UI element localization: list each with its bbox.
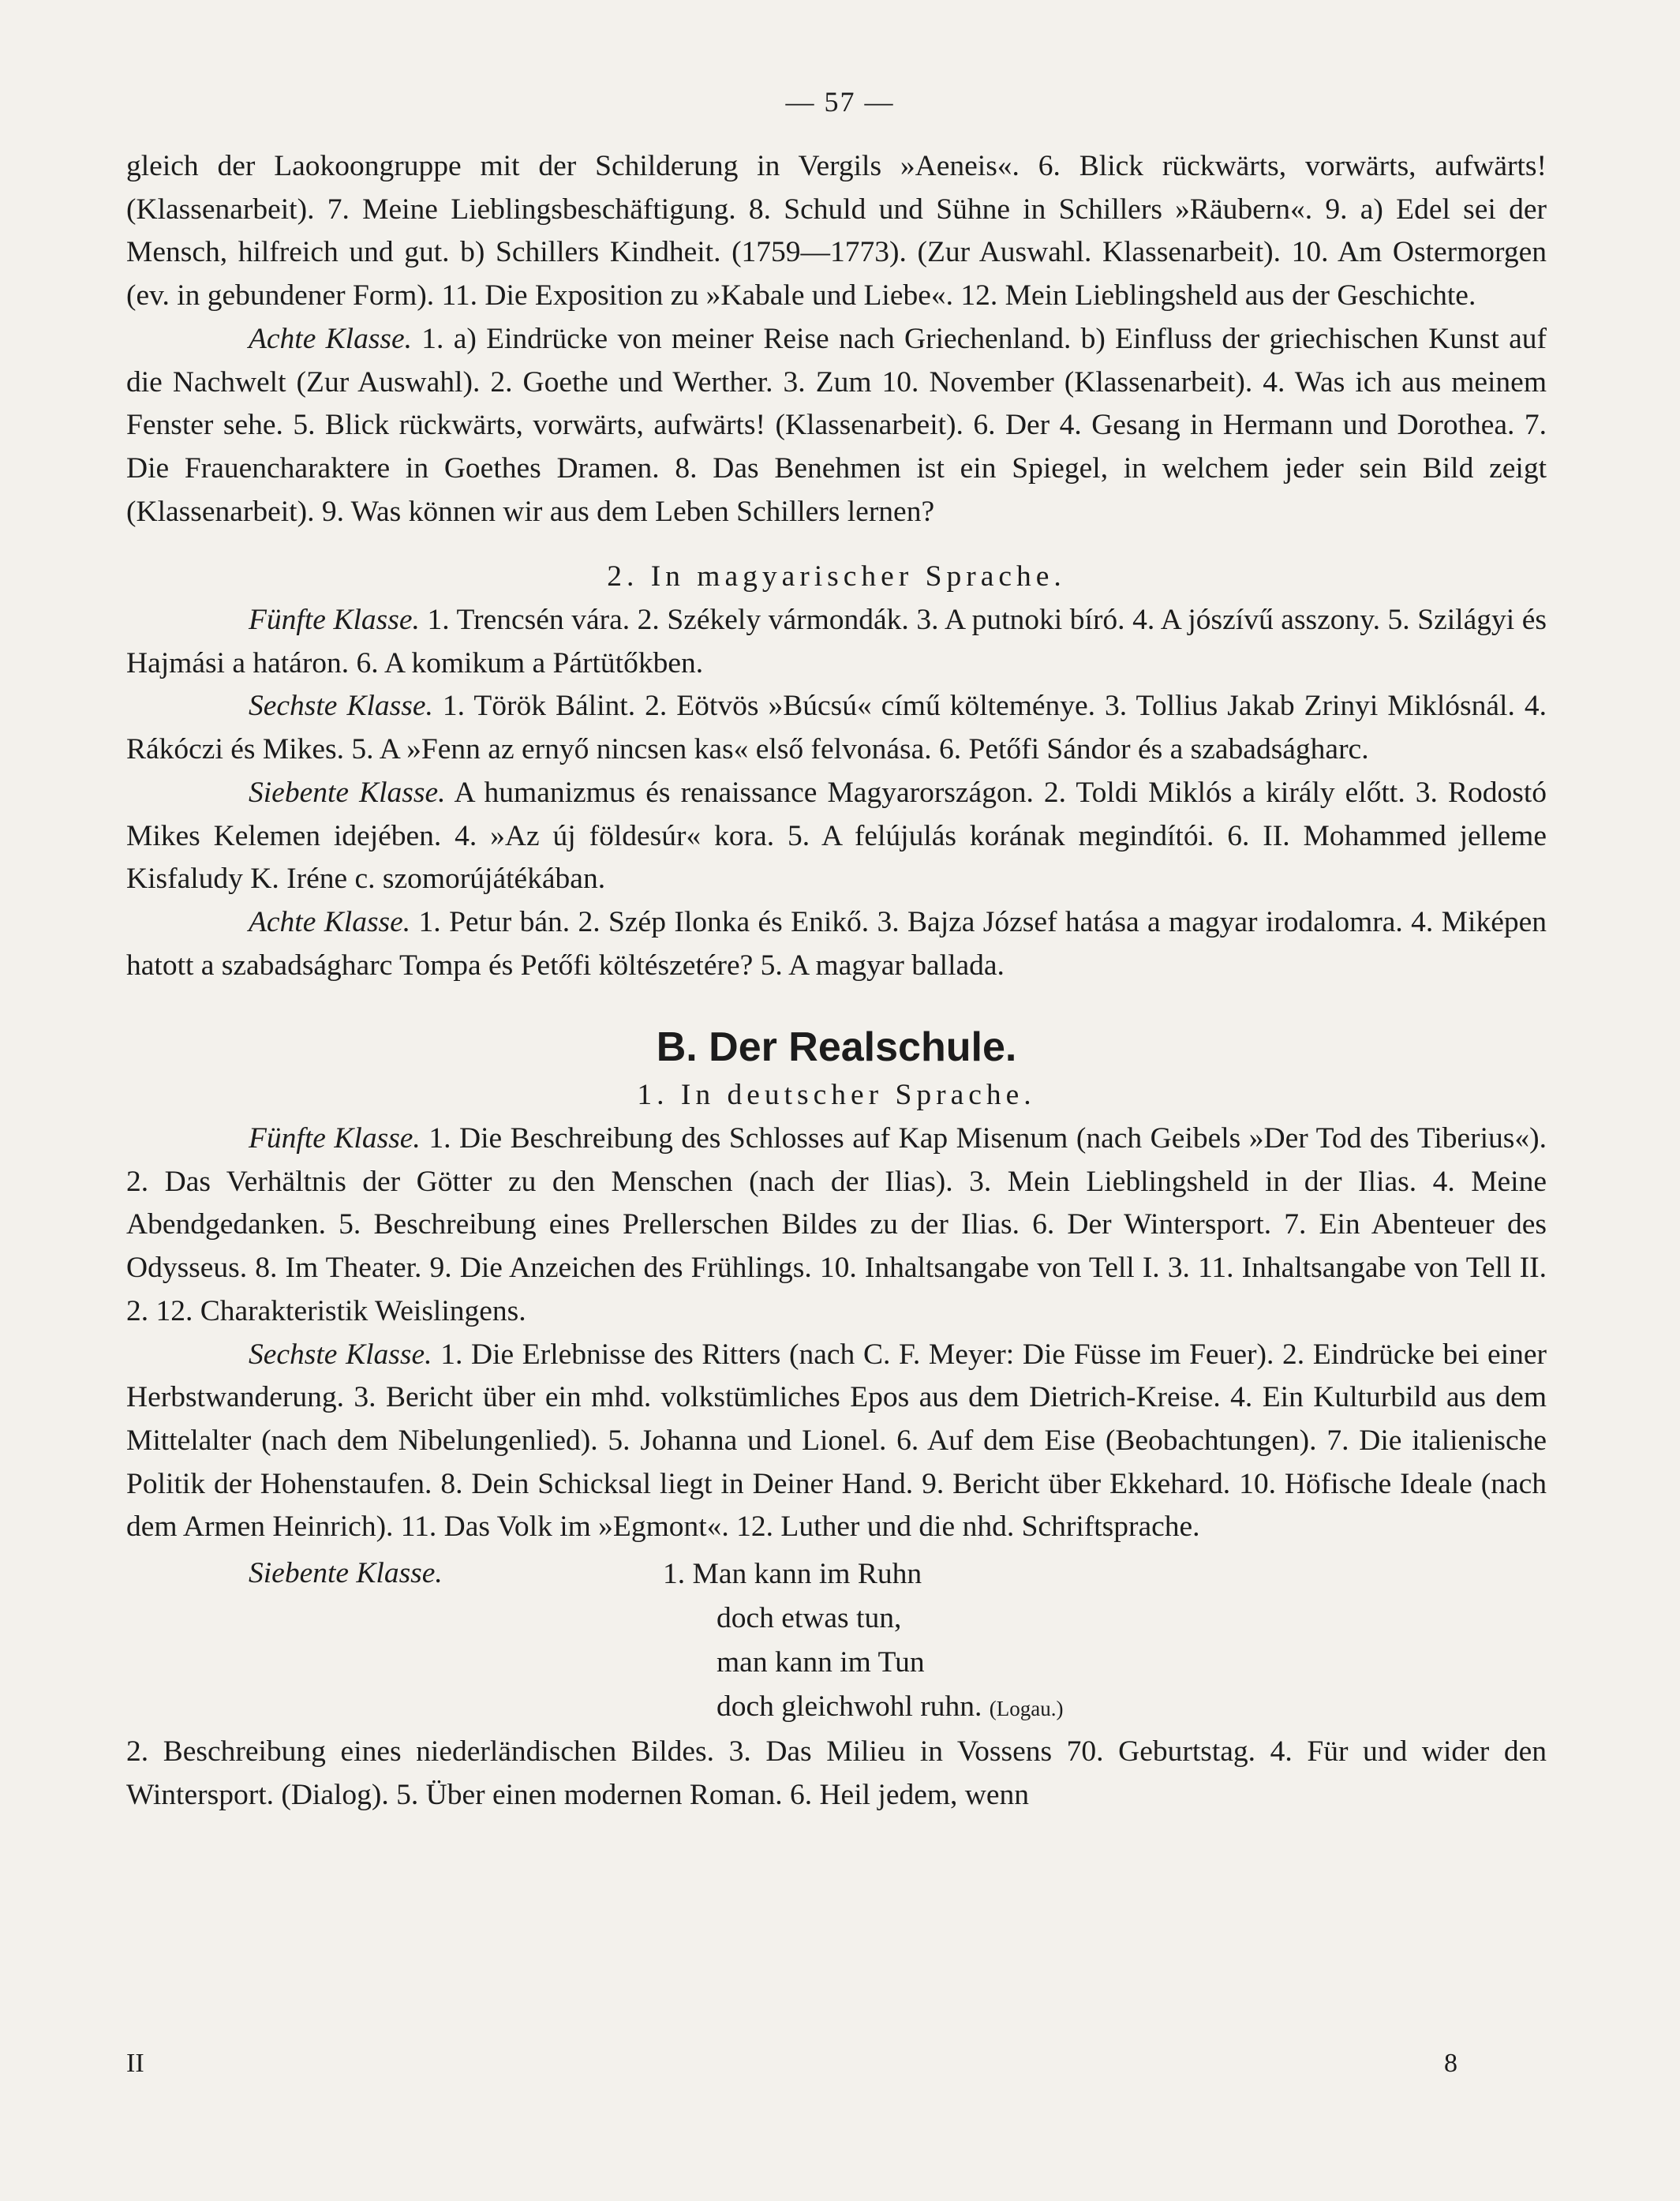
paragraph-text: 1. Die Beschreibung des Schlosses auf Kap Misenum (nach Geibels »Der Tod des Tiberius«). 2. Das Verhältnis der Götter zu den Menschen (nach der Ilias). 3. Mein Lieblingsheld in der Ilias. 4. Meine Abendgedanken. 5. Beschreibung eines Prellerschen Bildes zu der Ilias. 6. Der Wintersport. 7. Ein Abenteuer des Odysseus. 8. Im Theater. 9. Die Anzeichen des Frühlings. 10. Inhaltsangabe von Tell I. 3. 11. Inhaltsangabe von Tell II. 2. 12. Charakteristik Weislingens. [126, 1122, 1547, 1327]
section-heading: B. Der Realschule. [656, 1024, 1017, 1071]
poem-line: man kann im Tun [717, 1646, 925, 1679]
class-label: Siebente Klasse. [249, 1557, 443, 1590]
class-label: Fünfte Klasse. [249, 1122, 421, 1155]
signature-mark: II [126, 2049, 144, 2078]
essay-list-paragraph [126, 599, 1547, 685]
class-label: Achte Klasse. [249, 322, 413, 355]
poem-line: doch etwas tun, [717, 1602, 902, 1635]
section-subheading: 1. In deutscher Sprache. [637, 1079, 1036, 1112]
class-label: Fünfte Klasse. [249, 604, 420, 637]
signature-number: 8 [1444, 2049, 1457, 2078]
essay-list-paragraph [126, 685, 1547, 771]
essay-list-paragraph [126, 772, 1547, 901]
poem-line: 1. Man kann im Ruhn [663, 1558, 922, 1591]
poem-block [126, 1552, 1547, 1731]
poem-source: (Logau.) [989, 1697, 1064, 1721]
paragraph-text: 1. Török Bálint. 2. Eötvös »Búcsú« című költeménye. 3. Tollius Jakab Zrinyi Miklósnál. 4. Rákóczi és Mikes. 5. A »Fenn az ernyő nincsen kas« első felvonása. 6. Petőfi Sándor és a szabadságharc. [126, 690, 1547, 766]
paragraph-text: 1. a) Eindrücke von meiner Reise nach Griechenland. b) Einfluss der griechischen Kunst auf die Nachwelt (Zur Auswahl). 2. Goethe und Werther. 3. Zum 10. November (Klassenarbeit). 4. Was ich aus meinem Fenster sehe. 5. Blick rückwärts, vorwärts, aufwärts! (Klassenarbeit). 6. Der 4. Gesang in Hermann und Dorothea. 7. Die Frauencharaktere in Goethes Dramen. 8. Das Benehmen ist ein Spiegel, in welchem jeder sein Bild zeigt (Klassenarbeit). 9. Was können wir aus dem Leben Schillers lernen? [126, 322, 1547, 528]
page-body [126, 145, 1547, 1817]
essay-list-paragraph [126, 1117, 1547, 1334]
essay-list-paragraph [126, 318, 1547, 534]
essay-list-paragraph: 2. Beschreibung eines niederländischen Bildes. 3. Das Milieu in Vossens 70. Geburtstag. 4. Für und wider den Wintersport. (Dialog). 5. Über einen modernen Roman. 6. Heil jedem, wenn [126, 1735, 1547, 1811]
paragraph-text: 1. Die Erlebnisse des Ritters (nach C. F. Meyer: Die Füsse im Feuer). 2. Eindrücke bei einer Herbstwanderung. 3. Bericht über ein mhd. volkstümliches Epos aus dem Dietrich-Kreise. 4. Ein Kulturbild aus dem Mittelalter (nach dem Nibelungenlied). 5. Johanna und Lionel. 6. Auf dem Eise (Beobachtungen). 7. Die italienische Politik der Hohenstaufen. 8. Dein Schicksal liegt in Deiner Hand. 9. Bericht über Ekkehard. 10. Höfische Ideale (nach dem Armen Heinrich). 11. Das Volk im »Egmont«. 12. Luther und die nhd. Schriftsprache. [126, 1338, 1547, 1544]
paragraph-text: 1. Trencsén vára. 2. Székely vármondák. 3. A putnoki bíró. 4. A jószívű asszony. 5. Szilágyi és Hajmási a határon. 6. A komikum a Pártütőkben. [126, 604, 1547, 679]
class-label: Sechste Klasse. [249, 690, 433, 723]
poem-quote [663, 1552, 1063, 1731]
essay-list-paragraph: gleich der Laokoongruppe mit der Schilderung in Vergils »Aeneis«. 6. Blick rückwärts, vorwärts, aufwärts! (Klassenarbeit). 7. Meine Lieblingsbeschäftigung. 8. Schuld und Sühne in Schillers »Räubern«. 9. a) Edel sei der Mensch, hilfreich und gut. b) Schillers Kindheit. (1759—1773). (Zur Auswahl. Klassenarbeit). 10. Am Ostermorgen (ev. in gebundener Form). 11. Die Exposition zu »Kabale und Liebe«. 12. Mein Lieblingsheld aus der Geschichte. [126, 150, 1547, 313]
class-label: Achte Klasse. [249, 905, 411, 938]
paragraph-text: A humanizmus és renaissance Magyarországon. 2. Toldi Miklós a király előtt. 3. Rodostó Mikes Kelemen idejében. 4. »Az új földesúr« kora. 5. A felújulás korának megindítói. 6. II. Mohammed jelleme Kisfaludy K. Iréne c. szomorújátékában. [126, 776, 1547, 896]
essay-list-paragraph [126, 901, 1547, 987]
essay-list-paragraph [126, 1334, 1547, 1550]
poem-line [663, 1685, 1063, 1731]
class-label: Siebente Klasse. [249, 776, 446, 809]
page-number: — 57 — [785, 86, 895, 118]
class-label: Sechste Klasse. [249, 1338, 432, 1371]
paragraph-text: 1. Petur bán. 2. Szép Ilonka és Enikő. 3. Bajza József hatása a magyar irodalomra. 4. Miképen hatott a szabadságharc Tompa és Petőfi költészetére? 5. A magyar ballada. [126, 905, 1547, 982]
section-subheading: 2. In magyarischer Sprache. [607, 560, 1066, 593]
poem-line-text: doch gleichwohl ruhn. [717, 1690, 982, 1724]
